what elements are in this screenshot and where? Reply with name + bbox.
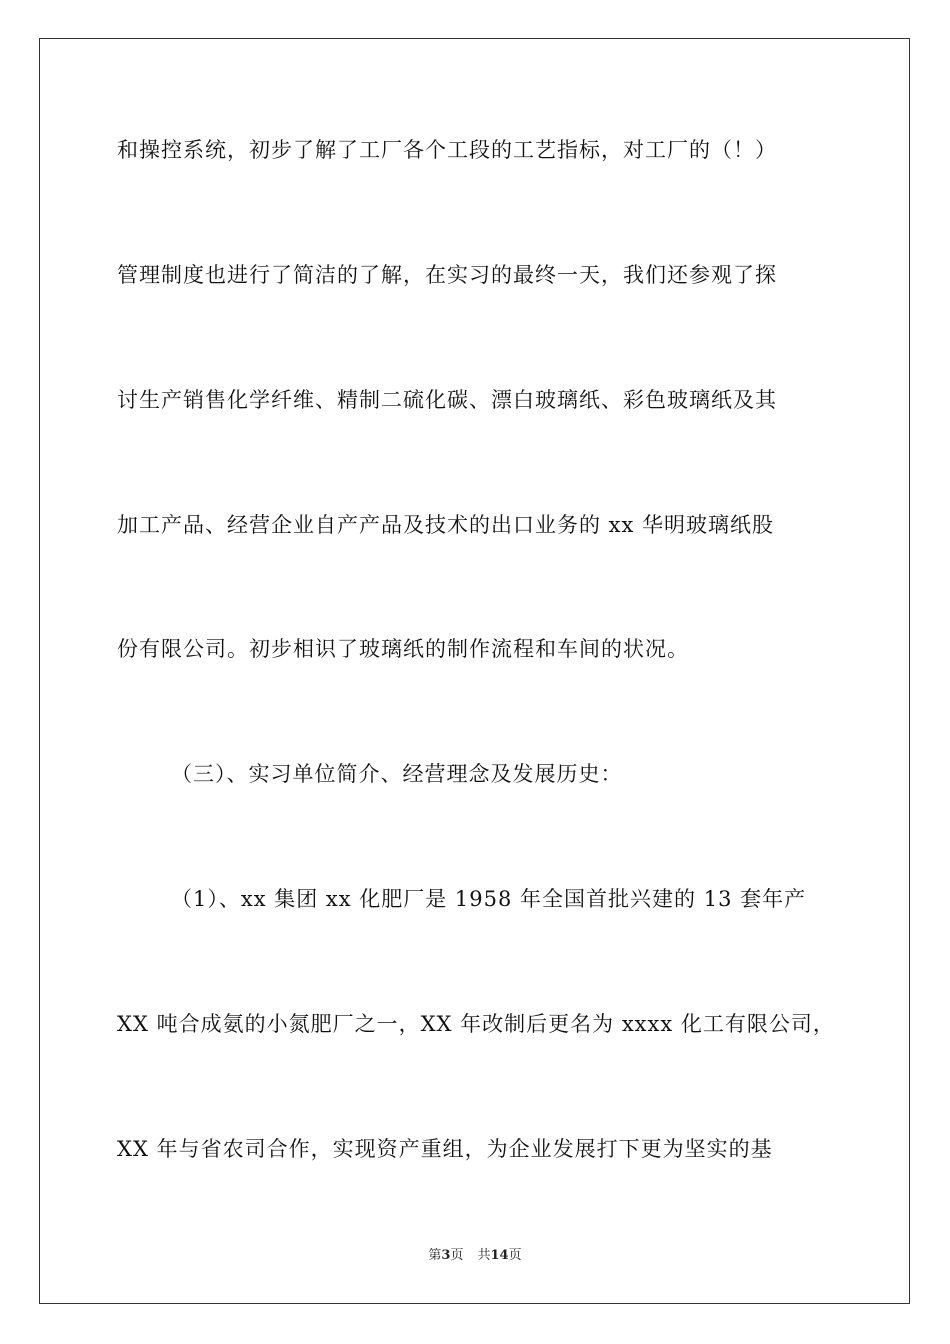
body-line-1: 和操控系统，初步了解了工厂各个工段的工艺指标，对工厂的（！） [117,138,777,162]
body-line-8: XX 吨合成氨的小氮肥厂之一，XX 年改制后更名为 xxxx 化工有限公司， [117,1012,835,1036]
body-line-7: （1）、xx 集团 xx 化肥厂是 1958 年全国首批兴建的 13 套年产 [171,887,807,911]
footer-total-pages: 14 [490,1248,509,1263]
body-line-9: XX 年与省农司合作，实现资产重组，为企业发展打下更为坚实的基 [117,1137,773,1161]
body-line-5: 份有限公司。初步相识了玻璃纸的制作流程和车间的状况。 [117,637,689,661]
body-line-3: 讨生产销售化学纤维、精制二硫化碳、漂白玻璃纸、彩色玻璃纸及其 [117,388,777,412]
footer-total-suffix: 页 [508,1248,522,1263]
footer-page-prefix: 第 [428,1248,442,1263]
footer-total-prefix: 共 [477,1248,491,1263]
page-footer [0,1247,950,1265]
section-heading: （三）、实习单位简介、经营理念及发展历史： [171,762,623,786]
body-line-4: 加工产品、经营企业自产产品及技术的出口业务的 xx 华明玻璃纸股 [117,513,775,537]
page-border [39,38,910,1304]
body-line-2: 管理制度也进行了简洁的了解，在实习的最终一天，我们还参观了探 [117,263,777,287]
footer-page-suffix: 页 [450,1248,464,1263]
footer-page-number: 3 [441,1248,451,1263]
